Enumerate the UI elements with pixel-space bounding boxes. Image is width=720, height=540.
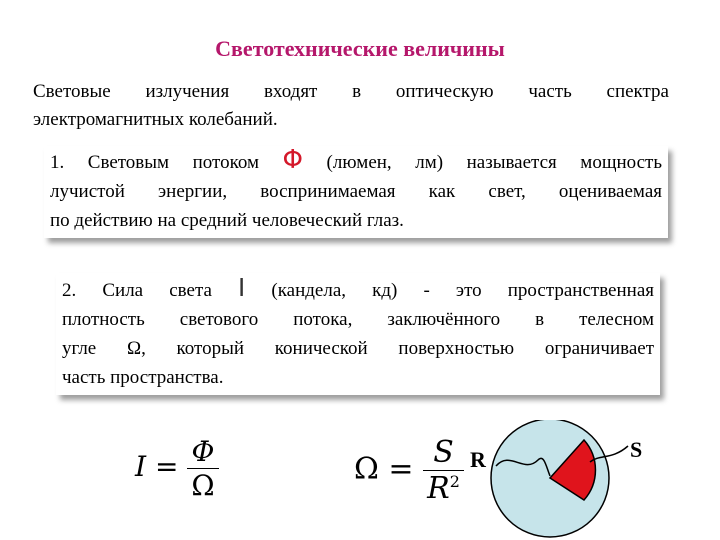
formula2-fraction [423,435,464,506]
formula1-numerator: Φ [191,435,215,468]
item2-line-3: угле Ω, который конической поверхностью ограничивает [62,338,654,359]
luminous-flux-definition [50,146,662,235]
formula2-eq: = [388,451,414,487]
luminous-flux-box [44,146,668,238]
formula1-eq: = [154,450,179,483]
formula1-denominator: Ω [187,468,218,502]
radius-label: R [470,447,486,472]
formula2-denominator [423,470,464,506]
solid-angle-formula [354,435,464,506]
luminous-intensity-box [56,273,660,395]
phi-symbol: Φ [282,145,304,175]
formula2-numerator: S [433,435,454,470]
intro-line-2: электромагнитных колебаний. [33,109,278,130]
item2-line-2: плотность светового потока, заключённого в телесном [62,309,654,330]
item1-line-3: по действию на средний человеческий глаз. [50,210,404,231]
item2-line-4: часть пространства. [62,367,224,388]
item1-rest: (люмен, лм) называется мощность [303,152,662,173]
area-label: S [630,437,643,462]
solid-angle-diagram [480,420,650,538]
item1-line-1 [50,146,662,177]
i-symbol: I [238,272,246,302]
luminous-intensity-definition [62,273,654,392]
item1-prefix: 1. Световым потоком [50,152,283,173]
item2-prefix: 2. Сила света [62,280,239,301]
item1-line-2: лучистой энергии, воспринимаемая как свет, оцениваемая [50,181,662,202]
formula2-denominator-exp: 2 [449,472,460,491]
intro-line-1: Световые излучения входят в оптическую часть спектра [33,81,669,102]
formula2-denominator-base: R [427,471,450,506]
item2-rest: (кандела, кд) - это пространственная [245,280,654,301]
intro-text [33,78,669,134]
formula2-lhs: Ω [354,451,379,487]
formula1-fraction [187,435,218,502]
formula1-lhs: I [135,450,147,483]
intensity-formula [135,435,219,502]
slide-title: Светотехнические величины [215,36,505,61]
item2-line-1 [62,273,654,305]
